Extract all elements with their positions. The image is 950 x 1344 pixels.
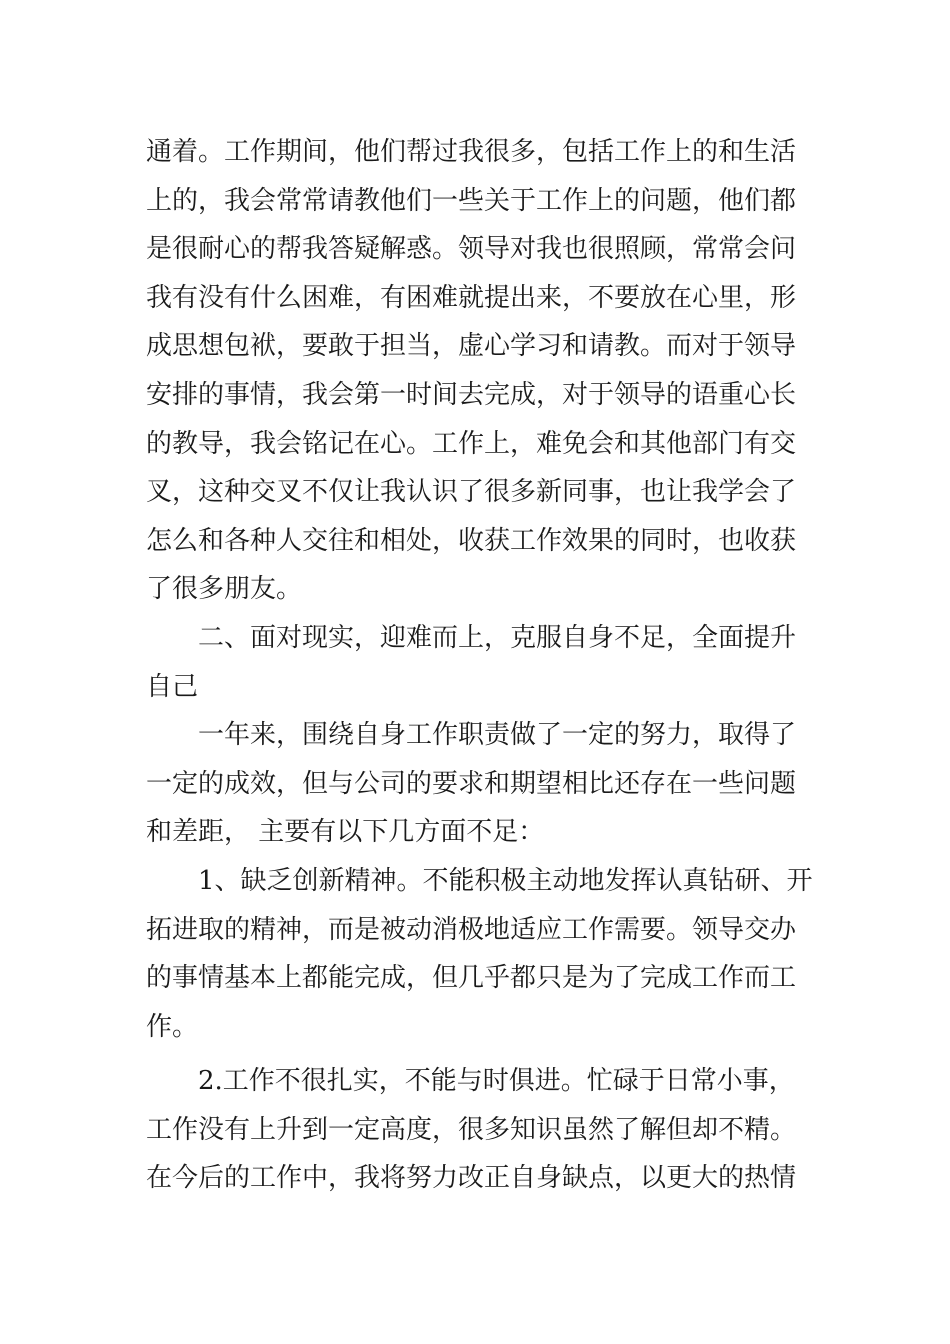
text-line: 一定的成效，但与公司的要求和期望相比还存在一些问题	[146, 768, 797, 799]
text-line: 了很多朋友。	[146, 574, 303, 605]
text-line: 的教导，我会铭记在心。工作上，难免会和其他部门有交	[146, 428, 797, 459]
text-line: 我有没有什么困难，有困难就提出来，不要放在心里，形	[146, 282, 797, 313]
section-heading-line: 二、面对现实，迎难而上，克服自身不足，全面提升	[198, 622, 797, 653]
text-line: 一年来，围绕自身工作职责做了一定的努力，取得了	[198, 720, 797, 751]
list-item-line: 拓进取的精神，而是被动消极地适应工作需要。领导交办	[146, 914, 797, 945]
list-item-line: 的事情基本上都能完成，但几乎都只是为了完成工作而工	[146, 963, 797, 994]
list-item-line: 1、缺乏创新精神。不能积极主动地发挥认真钻研、开	[198, 865, 813, 896]
text-line: 通着。工作期间，他们帮过我很多，包括工作上的和生活	[146, 137, 797, 167]
document-body	[146, 128, 813, 1203]
text-line: 上的，我会常常请教他们一些关于工作上的问题，他们都	[146, 185, 797, 216]
text-line: 安排的事情，我会第一时间去完成，对于领导的语重心长	[146, 379, 797, 410]
list-item-line: 2.工作不很扎实，不能与时俱进。忙碌于日常小事，	[198, 1066, 795, 1097]
text-line: 叉，这种交叉不仅让我认识了很多新同事，也让我学会了	[146, 477, 797, 508]
text-line: 是很耐心的帮我答疑解惑。领导对我也很照顾，常常会问	[146, 234, 797, 265]
text-line: 成思想包袱，要敢于担当，虚心学习和请教。而对于领导	[146, 331, 797, 362]
list-item-line: 作。	[146, 1011, 199, 1042]
text-line: 怎么和各种人交往和相处，收获工作效果的同时，也收获	[146, 525, 797, 556]
text-line: 在今后的工作中，我将努力改正自身缺点，以更大的热情	[146, 1163, 797, 1194]
section-heading-line: 自己	[146, 671, 199, 702]
text-line: 和差距， 主要有以下几方面不足：	[146, 817, 545, 848]
list-item-line: 工作没有上升到一定高度，很多知识虽然了解但却不精。	[146, 1114, 797, 1145]
